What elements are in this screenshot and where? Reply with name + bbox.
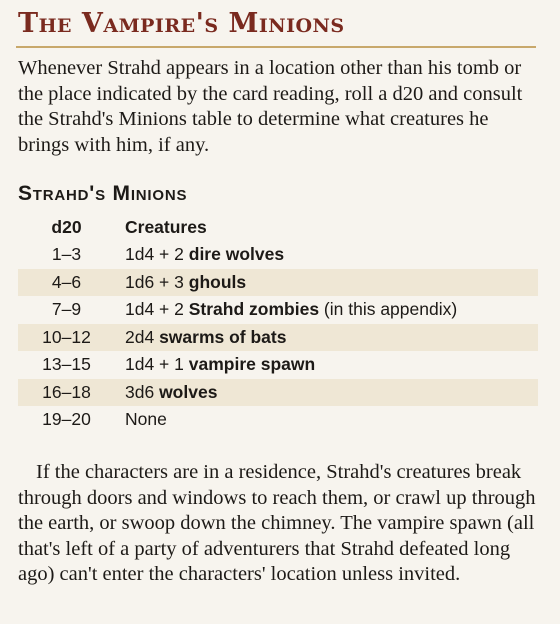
creatures-cell	[125, 324, 538, 352]
header-roll: d20	[51, 217, 82, 237]
table-row	[18, 241, 538, 269]
outro-paragraph: If the characters are in a residence, Strahd's creatures break through doors and windows to reach them, or crawl up through the earth, or swoop down the chimney. The vampire spawn (all that's left of a party of adventurers that Strahd defeated long ago) can't enter the characters' location unless invited.	[18, 461, 536, 585]
roll-cell: 7–9	[51, 299, 82, 320]
creature-name: dire wolves	[188, 244, 285, 265]
table-row	[18, 296, 538, 324]
creature-quantity: None	[125, 409, 167, 430]
roll-cell: 19–20	[42, 409, 91, 430]
header-creatures: Creatures	[125, 217, 207, 237]
creature-name: Strahd zombies	[188, 299, 320, 320]
creature-quantity: 1d4 + 1	[125, 354, 189, 375]
roll-cell: 10–12	[18, 324, 125, 352]
creatures-cell	[125, 406, 538, 434]
intro-paragraph: Whenever Strahd appears in a location other than his tomb or the place indicated by the card reading, roll a d20 and consult the Strahd's Minions table to determine what creatures he brings with him, if any.	[18, 57, 523, 156]
table-row	[18, 351, 538, 379]
creatures-cell	[125, 351, 538, 379]
table-header-row	[18, 214, 538, 241]
creature-name: vampire spawn	[188, 354, 316, 375]
creature-quantity: 1d6 + 3	[125, 271, 189, 292]
creature-name: ghouls	[188, 271, 247, 292]
table-title: Strahd's Minions	[18, 182, 188, 205]
creatures-cell	[125, 296, 538, 324]
creature-quantity: 2d4	[125, 326, 160, 347]
title-divider	[16, 46, 536, 48]
minions-table	[18, 214, 538, 434]
creature-note: (in this appendix)	[319, 299, 458, 320]
roll-cell: 16–18	[18, 379, 125, 407]
creatures-cell	[125, 379, 538, 407]
creature-name: wolves	[159, 381, 218, 402]
roll-cell: 1–3	[51, 244, 82, 265]
table-row	[18, 269, 538, 297]
creature-quantity: 1d4 + 2	[125, 299, 189, 320]
table-row	[18, 406, 538, 434]
table-row	[18, 379, 538, 407]
creatures-cell	[125, 241, 538, 269]
section-title: The Vampire's Minions	[18, 8, 345, 39]
creature-quantity: 3d6	[125, 381, 160, 402]
roll-cell: 4–6	[18, 269, 125, 297]
creatures-cell	[125, 269, 538, 297]
creature-name: swarms of bats	[159, 326, 287, 347]
roll-cell: 13–15	[42, 354, 91, 375]
creature-quantity: 1d4 + 2	[125, 244, 189, 265]
table-row	[18, 324, 538, 352]
